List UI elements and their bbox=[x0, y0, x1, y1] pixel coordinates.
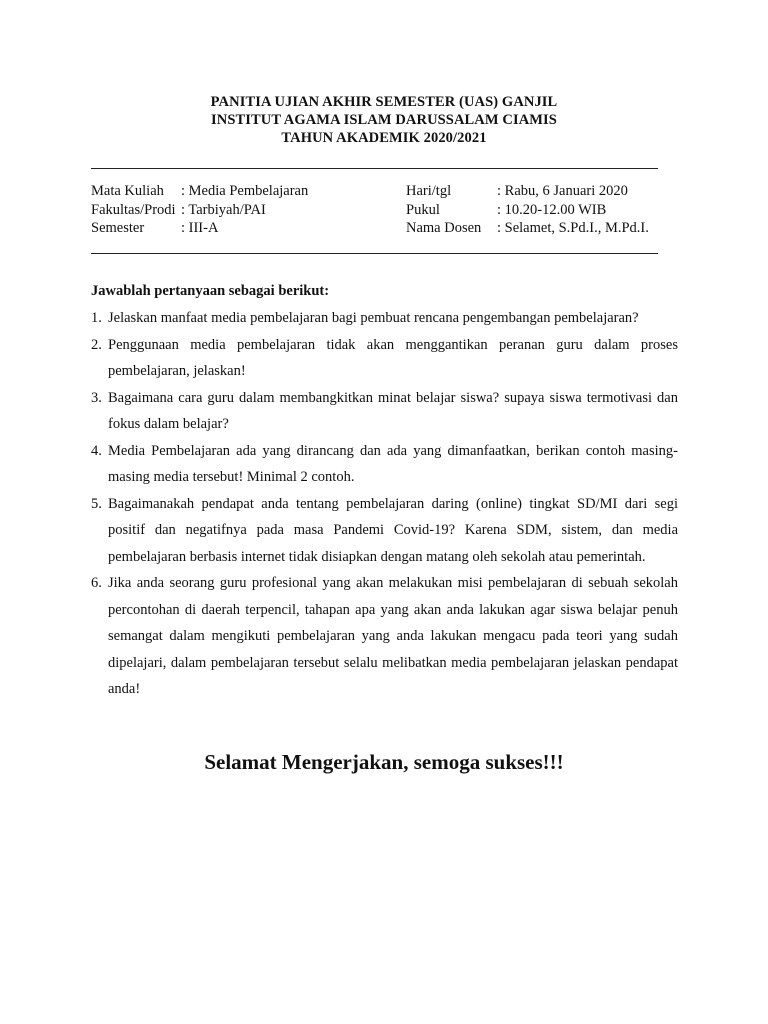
semester-value: : III-A bbox=[181, 220, 219, 236]
question-text: Jelaskan manfaat media pembelajaran bagi pembuat rencana pengembangan pembelajaran? bbox=[108, 310, 639, 326]
question-text: Bagaimana cara guru dalam membangkitkan minat belajar siswa? supaya siswa termotivasi dan fokus dalam belajar? bbox=[108, 389, 678, 432]
course-label: Mata Kuliah bbox=[91, 183, 164, 199]
faculty-label: Fakultas/Prodi bbox=[91, 201, 176, 218]
time-value: : 10.20-12.00 WIB bbox=[497, 201, 607, 218]
exam-info-block bbox=[91, 182, 671, 238]
lecturer-value: : Selamet, S.Pd.I., M.Pd.I. bbox=[497, 220, 649, 236]
question-item bbox=[91, 332, 678, 385]
info-row-faculty bbox=[91, 201, 671, 220]
question-item bbox=[91, 385, 678, 438]
header-institution: INSTITUT AGAMA ISLAM DARUSSALAM CIAMIS bbox=[211, 112, 557, 128]
instruction-heading: Jawablah pertanyaan sebagai berikut: bbox=[91, 283, 330, 299]
course-value: : Media Pembelajaran bbox=[181, 183, 309, 199]
bottom-divider bbox=[91, 253, 658, 254]
question-item bbox=[91, 491, 678, 571]
info-row-course bbox=[91, 182, 671, 201]
question-text: Jika anda seorang guru profesional yang akan melakukan misi pembelajaran di sebuah sekolah percontohan di daerah terpencil, tahapan apa yang akan anda lakukan agar siswa belajar penuh semangat dalam mengikuti pembelajaran yang anda lakukan mengacu pada teori yang sudah dipelajari, dalam pembelajaran tersebut selalu melibatkan media pembelajaran jelaskan pendapat anda! bbox=[108, 575, 678, 697]
exam-header bbox=[0, 93, 768, 147]
question-number: 2. bbox=[91, 336, 102, 353]
question-list bbox=[91, 305, 678, 703]
info-row-semester bbox=[91, 219, 671, 238]
header-committee: PANITIA UJIAN AKHIR SEMESTER (UAS) GANJIL bbox=[210, 94, 558, 110]
closing-message: Selamat Mengerjakan, semoga sukses!!! bbox=[204, 750, 564, 774]
question-item bbox=[91, 570, 678, 703]
date-label: Hari/tgl bbox=[406, 183, 452, 199]
semester-label: Semester bbox=[91, 220, 145, 236]
top-divider bbox=[91, 168, 658, 169]
faculty-value: : Tarbiyah/PAI bbox=[181, 201, 266, 218]
question-number: 5. bbox=[91, 495, 102, 512]
question-number: 3. bbox=[91, 389, 102, 406]
question-number: 6. bbox=[91, 575, 102, 591]
question-item bbox=[91, 438, 678, 491]
question-text: Bagaimanakah pendapat anda tentang pembelajaran daring (online) tingkat SD/MI dari segi positif dan negatifnya pada masa Pandemi Covid-19? Karena SDM, sistem, dan media pembelajaran berbasis internet tidak disiapkan dengan matang oleh sekolah atau pemerintah. bbox=[108, 495, 678, 565]
question-text: Penggunaan media pembelajaran tidak akan menggantikan peranan guru dalam proses pembelajaran, jelaskan! bbox=[108, 336, 678, 379]
question-number: 1. bbox=[91, 310, 102, 326]
question-number: 4. bbox=[91, 442, 102, 459]
lecturer-label: Nama Dosen bbox=[406, 220, 482, 236]
date-value: : Rabu, 6 Januari 2020 bbox=[497, 183, 628, 199]
question-text: Media Pembelajaran ada yang dirancang dan ada yang dimanfaatkan, berikan contoh masing-masing media tersebut! Minimal 2 contoh. bbox=[108, 442, 678, 485]
question-item bbox=[91, 305, 678, 332]
time-label: Pukul bbox=[406, 201, 440, 218]
header-academic-year: TAHUN AKADEMIK 2020/2021 bbox=[281, 130, 487, 146]
